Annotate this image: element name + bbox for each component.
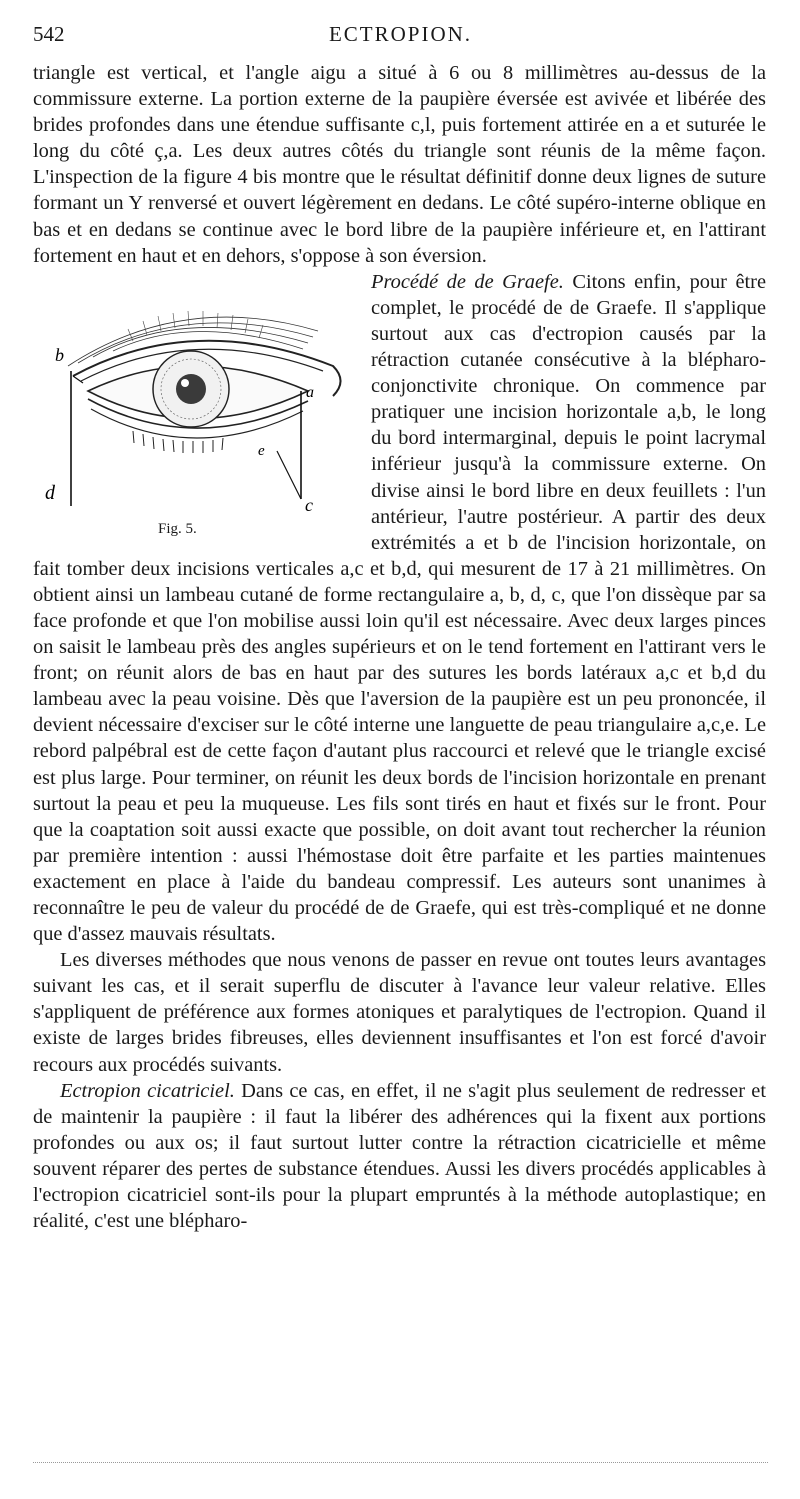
figure-eye-diagram [33, 271, 353, 539]
figure-caption: Fig. 5. [158, 520, 197, 537]
label-c: c [305, 494, 313, 515]
procedure-heading: Procédé de de Graefe. [371, 270, 564, 293]
section-heading: Ectropion cicatriciel. [60, 1079, 235, 1102]
label-e: e [258, 442, 265, 459]
page-number: 542 [33, 22, 65, 46]
running-title: ECTROPION. [328, 22, 473, 46]
label-b: b [55, 344, 64, 365]
paragraph-1: triangle est vertical, et l'angle aigu a situé à 6 ou 8 millimètres au-dessus de la commissure externe. La portion externe de la paupière éversée est avivée et libérée des brides profondes dans une étendue suffisante c,l, puis fortement attirée en a et suturée le long du côté ç,a. Les deux autres côtés du triangle sont réunis de la même façon. L'inspection de la figure 4 bis montre que le résultat définitif donne deux lignes de suture formant un Y renversé et ouvert légèrement en dedans. Le côté supéro-interne oblique en bas et en dedans se continue avec le bord libre de la paupière inférieure et, en l'attirant fortement en haut et en dehors, s'oppose à son éversion. [33, 62, 766, 267]
label-a: a [306, 383, 314, 401]
paragraph-3: Les diverses méthodes que nous venons de passer en revue ont toutes leurs avantages suivant les cas, et il serait superflu de discuter à l'avance leur valeur relative. Elles s'appliquent de préférence aux formes atoniques et paralytiques de l'ectropion. Quand il existe de larges brides fibreuses, elles deviennent insuffisantes et l'on est forcé d'avoir recours aux procédés suivants. [33, 949, 766, 1076]
eye-illustration [33, 271, 353, 539]
paragraph-2-text: Citons enfin, pour être complet, le procédé de de Graefe. Il s'applique surtout aux cas d'ectropion causés par la rétraction cutanée consécutive à la blépharo-conjonctivite chronique. On commence par pratiquer une incision horizontale a,b, le long du bord intermarginal, depuis le point lacrymal inférieur jusqu'à la commissure externe. On divise ainsi le bord libre en deux feuillets : l'un antérieur, l'autre postérieur. A partir des deux extrémités a et b de l'incision horizontale, on fait tomber deux incisions verticales a,c et b,d, qui mesurent de 17 à 21 millimètres. On obtient ainsi un lambeau cutané de forme rectangulaire a, b, d, c, que l'on dissèque par sa face profonde et que l'on mobilise aussi loin qu'il est nécessaire. Avec deux larges pinces on saisit le lambeau près des angles supérieurs et on le tend fortement en l'attirant vers le front; on réunit alors de bas en haut par des sutures les bords latéraux a,c et b,d du lambeau avec la peau voisine. Dès que l'aversion de la paupière est un peu prononcée, il devient nécessaire d'exciser sur le côté interne une languette de peau triangulaire a,c,e. Le rebord palpébral est de cette façon d'autant plus raccourci et relevé que le triangle excisé est plus large. Pour terminer, on réunit les deux bords de l'incision horizontale en prenant surtout la peau et peu la muqueuse. Les fils sont tirés en haut et fixés sur le front. Pour que la coaptation soit aussi exacte que possible, on doit avant tout rechercher la réunion par première intention : aussi l'hémostase doit être parfaite et les parties maintenues exactement en place à l'aide du bandeau compressif. Les auteurs sont unanimes à reconnaître le peu de valeur du procédé de de Graefe, qui est très-compliqué et ne donne que d'assez mauvais résultats. [33, 270, 766, 946]
body-text [33, 60, 766, 1234]
paragraph-4-text: Dans ce cas, en effet, il ne s'agit plus seulement de redresser et de maintenir la paupière : il faut la libérer des adhérences qui la fixent aux portions profondes ou aux os; il faut surtout lutter contre la rétraction cicatricielle et même souvent réparer des pertes de substance étendues. Aussi les divers procédés applicables à l'ectropion cicatriciel sont-ils pour la plupart empruntés à la méthode autoplastique; en réalité, c'est une blépharo- [33, 1079, 766, 1233]
footer-rule [33, 1462, 768, 1463]
label-d: d [45, 481, 55, 504]
paragraph-4 [33, 1078, 766, 1235]
page-header [33, 22, 768, 52]
